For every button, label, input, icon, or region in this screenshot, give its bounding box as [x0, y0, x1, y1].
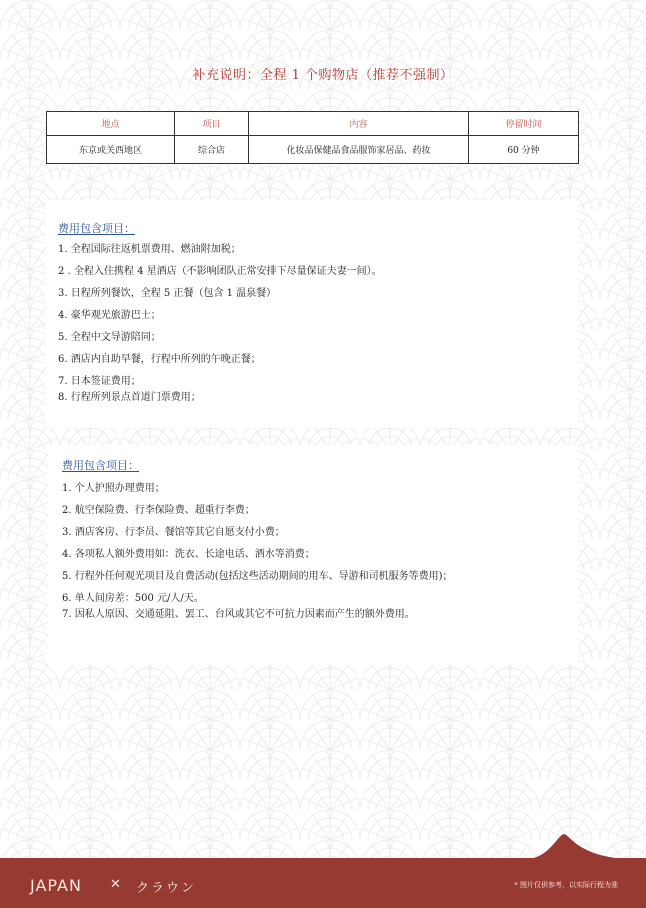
header-item: 项目 [175, 112, 249, 136]
cell-content: 化妆品保健品食品服饰家居品、药妆 [249, 136, 469, 164]
list-item: 2 . 全程入住携程 4 星酒店（不影响团队正常安排下尽量保证夫妻一间）。 [58, 266, 382, 277]
list-item: 8. 行程所列景点首道门票费用； [58, 392, 201, 403]
header-location: 地点 [47, 112, 175, 136]
included-title: 费用包含项目： [58, 222, 135, 235]
list-item: 1. 个人护照办理费用； [62, 483, 165, 494]
list-item: 5. 全程中文导游陪同； [58, 332, 161, 343]
list-item: 6. 酒店内自助早餐，行程中所列的午晚正餐； [58, 354, 261, 365]
footer-kana: クラウン [136, 881, 197, 896]
list-item: 3. 酒店客房、行李员、餐馆等其它自愿支付小费； [62, 527, 285, 538]
list-item: 7. 日本签证费用； [58, 376, 141, 387]
list-item: 7. 因私人原因、交通延阻、罢工、台风或其它不可抗力因素而产生的额外费用。 [62, 609, 415, 620]
list-item: 6. 单人间房差：500 元/人/天。 [62, 593, 204, 604]
cell-duration: 60 分钟 [469, 136, 579, 164]
list-item: 2. 航空保险费、行李保险费、超重行李费； [62, 505, 255, 516]
shopping-table [46, 111, 579, 164]
cell-location: 东京或关西地区 [47, 136, 175, 164]
list-item: 3. 日程所列餐饮，全程 5 正餐（包含 1 温泉餐） [58, 288, 277, 299]
footer-peak-decoration [520, 834, 646, 860]
footer-note: * 图片仅供参考，以实际行程为准 [514, 881, 618, 889]
excluded-title: 费用包含项目： [62, 459, 139, 472]
list-item: 1. 全程国际往返机票费用、燃油附加税； [58, 244, 241, 255]
list-item: 4. 各项私人额外费用如：洗衣、长途电话、酒水等消费； [62, 549, 315, 560]
header-duration: 停留时间 [469, 112, 579, 136]
excluded-section [48, 445, 578, 665]
page-title: 补充说明：全程 1 个购物店（推荐不强制） [192, 68, 454, 83]
list-item: 4. 豪华观光旅游巴士； [58, 310, 161, 321]
table-row [47, 136, 579, 164]
included-section [46, 200, 578, 428]
list-item: 5. 行程外任何观光项目及自费活动(包括这些活动期间的用车、导游和司机服务等费用)； [62, 571, 453, 582]
cell-item: 综合店 [175, 136, 249, 164]
footer-separator-icon: ✕ [110, 877, 121, 892]
table-header-row [47, 112, 579, 136]
footer-brand: JAPAN [30, 876, 82, 895]
header-content: 内容 [249, 112, 469, 136]
